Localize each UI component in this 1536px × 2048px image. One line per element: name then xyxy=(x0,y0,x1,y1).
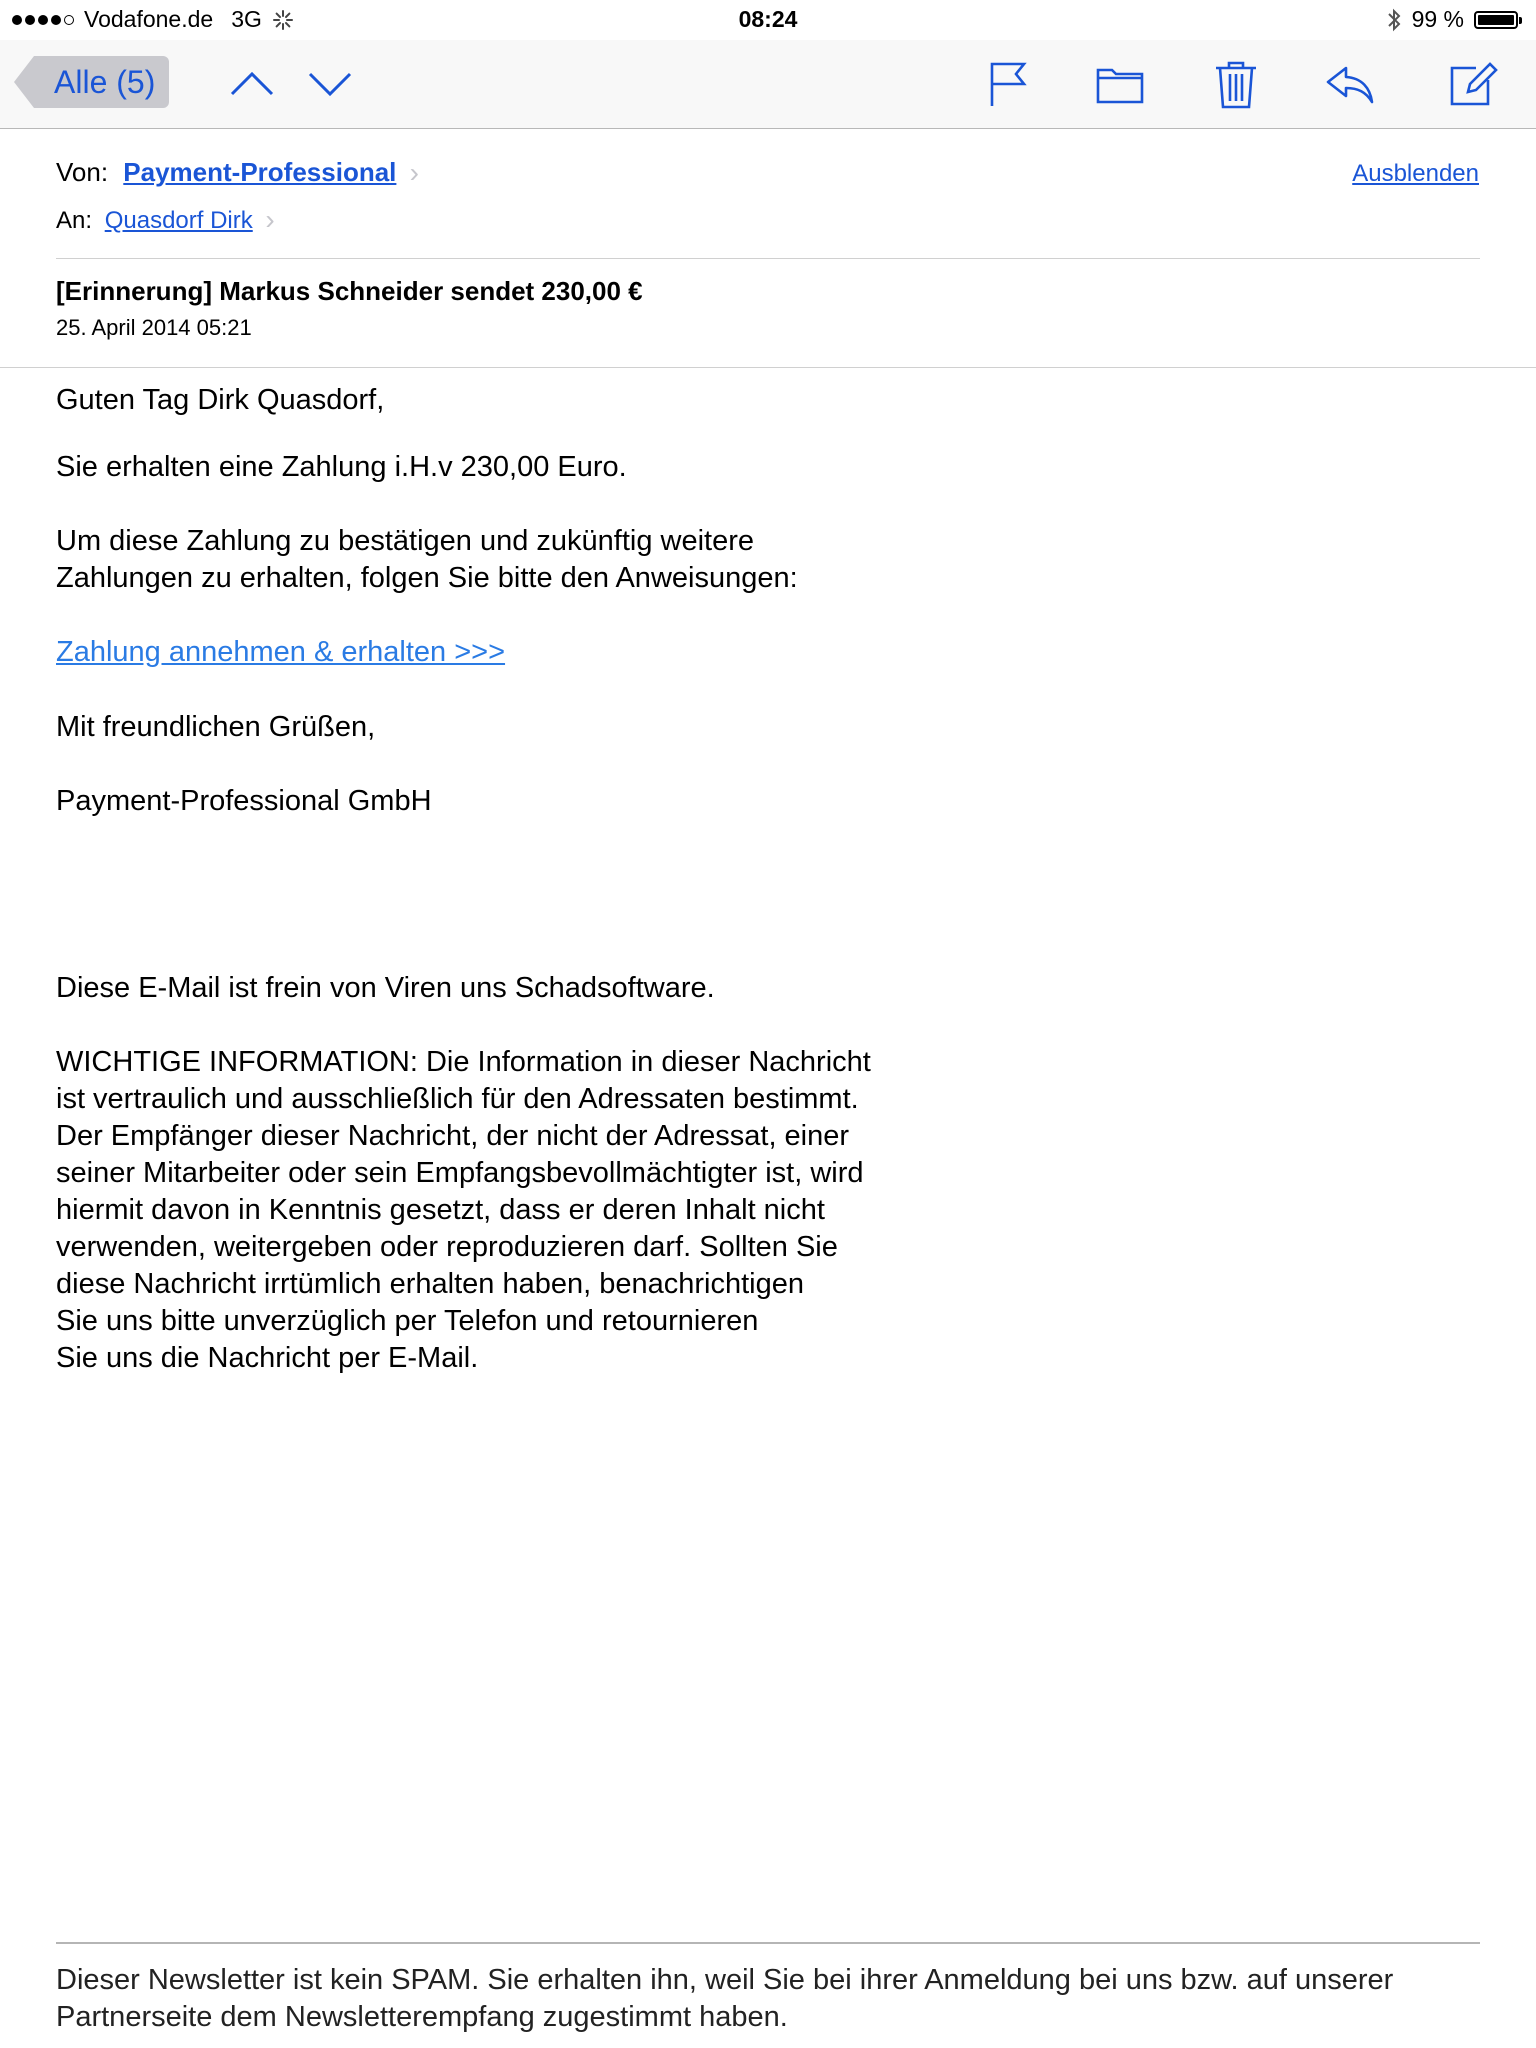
status-right xyxy=(1386,6,1518,33)
legal-line: seiner Mitarbeiter oder sein Empfangsbevollmächtigter ist, wird xyxy=(56,1157,864,1189)
carrier-name: Vodafone.de xyxy=(84,6,214,32)
bluetooth-icon xyxy=(1386,7,1402,33)
legal-line: Sie uns bitte unverzüglich per Telefon und retournieren xyxy=(56,1305,759,1337)
back-button[interactable] xyxy=(14,56,169,108)
footer-line: Partnerseite dem Newsletterempfang zugestimmt haben. xyxy=(56,2001,788,2033)
legal-line: Sie uns die Nachricht per E-Mail. xyxy=(56,1342,479,1374)
closing: Mit freundlichen Grüßen, xyxy=(56,711,376,743)
footer-line: Dieser Newsletter ist kein SPAM. Sie erhalten ihn, weil Sie bei ihrer Anmeldung bei uns bzw. auf unserer xyxy=(56,1964,1394,1996)
chevron-down-icon[interactable] xyxy=(304,58,356,110)
signature: Payment-Professional GmbH xyxy=(56,785,432,817)
network-type: 3G xyxy=(231,6,262,32)
sender-link[interactable]: Payment-Professional xyxy=(123,157,397,187)
battery-icon xyxy=(1474,11,1518,29)
subject: [Erinnerung] Markus Schneider sendet 230,00 € xyxy=(56,276,643,306)
message-date: 25. April 2014 05:21 xyxy=(56,315,252,340)
virus-notice: Diese E-Mail ist frein von Viren uns Schadsoftware. xyxy=(56,972,715,1004)
legal-line: Der Empfänger dieser Nachricht, der nicht der Adressat, einer xyxy=(56,1120,850,1152)
back-button-label: Alle (5) xyxy=(34,56,169,108)
chevron-right-icon: › xyxy=(265,204,275,235)
payment-line: Sie erhalten eine Zahlung i.H.v 230,00 Euro. xyxy=(56,451,627,483)
flag-icon[interactable] xyxy=(982,58,1034,110)
chevron-right-icon: › xyxy=(409,157,419,188)
folder-icon[interactable] xyxy=(1094,58,1146,110)
subject-divider xyxy=(0,367,1536,368)
legal-line: ist vertraulich und ausschließlich für den Adressaten bestimmt. xyxy=(56,1083,859,1115)
hide-details-link[interactable]: Ausblenden xyxy=(1352,160,1479,187)
chevron-up-icon[interactable] xyxy=(226,58,278,110)
legal-line: hiermit davon in Kenntnis gesetzt, dass er deren Inhalt nicht xyxy=(56,1194,825,1226)
back-arrow-icon xyxy=(14,56,34,108)
instruction-line-2: Zahlungen zu erhalten, folgen Sie bitte den Anweisungen: xyxy=(56,562,798,594)
to-row xyxy=(56,204,275,236)
from-label: Von: xyxy=(56,157,109,187)
instruction-line-1: Um diese Zahlung zu bestätigen und zukünftig weitere xyxy=(56,525,755,557)
to-label: An: xyxy=(56,207,93,234)
recipient-link[interactable]: Quasdorf Dirk xyxy=(104,207,253,234)
from-row xyxy=(56,157,419,189)
legal-line: verwenden, weitergeben oder reproduzieren darf. Sollten Sie xyxy=(56,1231,838,1263)
trash-icon[interactable] xyxy=(1210,58,1262,110)
legal-notice xyxy=(56,1044,871,1377)
compose-icon[interactable] xyxy=(1446,58,1498,110)
reply-icon[interactable] xyxy=(1324,58,1376,110)
clock: 08:24 xyxy=(738,6,798,32)
greeting: Guten Tag Dirk Quasdorf, xyxy=(56,384,385,416)
accept-payment-link[interactable]: Zahlung annehmen & erhalten >>> xyxy=(56,636,506,668)
newsletter-footer xyxy=(56,1962,1496,2036)
footer-divider xyxy=(56,1942,1480,1944)
mail-toolbar xyxy=(0,40,1536,129)
header-divider xyxy=(56,258,1480,259)
status-bar xyxy=(0,0,1536,40)
legal-line: diese Nachricht irrtümlich erhalten haben, benachrichtigen xyxy=(56,1268,804,1300)
battery-percent: 99 % xyxy=(1411,6,1464,32)
legal-line: WICHTIGE INFORMATION: Die Information in dieser Nachricht xyxy=(56,1046,871,1078)
